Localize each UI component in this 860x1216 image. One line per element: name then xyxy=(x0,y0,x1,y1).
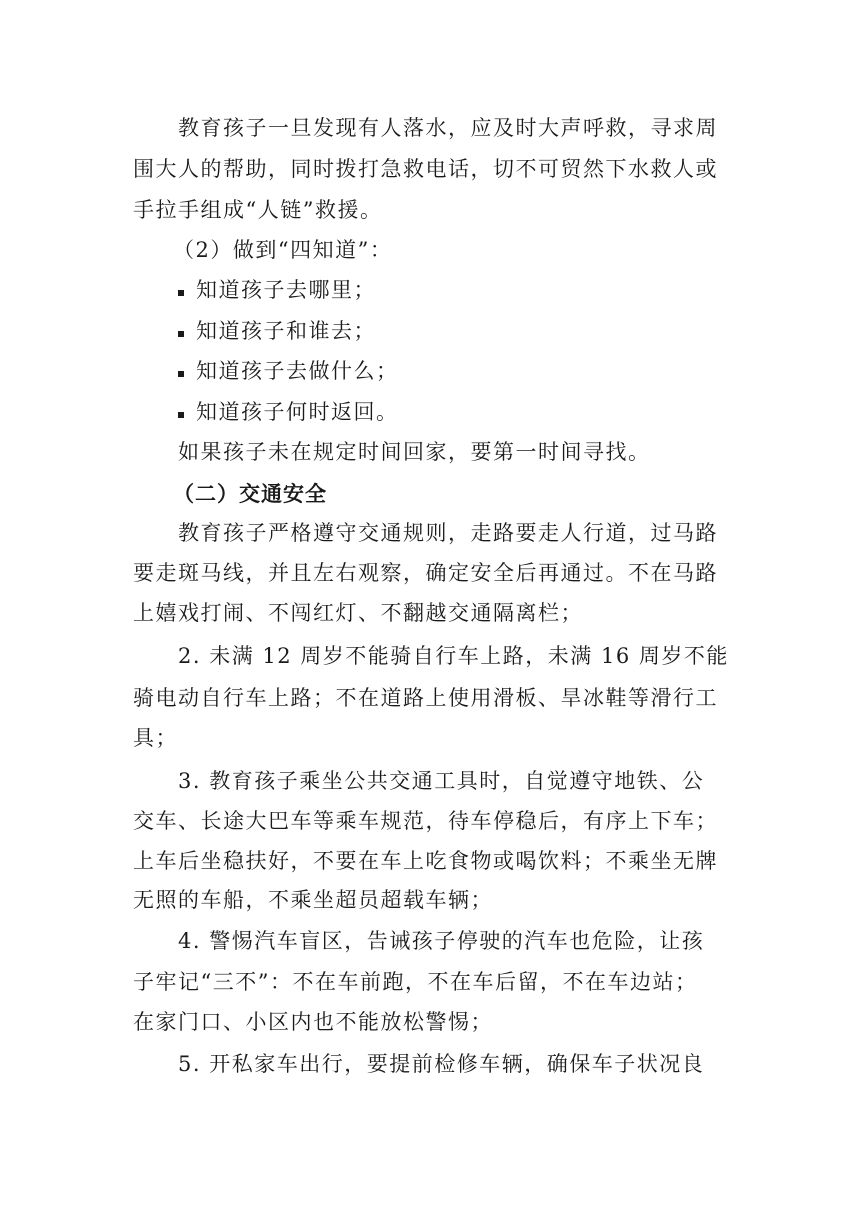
paragraph-line: 5. 开私家车出行，要提前检修车辆，确保车子状况良 xyxy=(178,1052,705,1076)
list-item: 知道孩子和谁去； xyxy=(196,319,376,343)
bullet-icon xyxy=(178,331,184,337)
paragraph-line: 上嬉戏打闹、不闯红灯、不翻越交通隔离栏； xyxy=(133,601,583,625)
bullet-icon xyxy=(178,371,184,377)
paragraph-line: 教育孩子严格遵守交通规则，走路要走人行道，过马路 xyxy=(178,521,718,545)
paragraph-line: 子牢记“三不”：不在车前跑，不在车后留，不在车边站； xyxy=(133,970,698,994)
paragraph-line: 教育孩子一旦发现有人落水，应及时大声呼救，寻求周 xyxy=(178,116,718,140)
paragraph-line: 交车、长途大巴车等乘车规范，待车停稳后，有序上下车； xyxy=(133,809,718,833)
bullet-icon xyxy=(178,290,184,296)
subsection-title: （2）做到“四知道”： xyxy=(173,238,393,262)
paragraph-line: 围大人的帮助，同时拨打急救电话，切不可贸然下水救人或 xyxy=(133,157,718,181)
list-item: 知道孩子去做什么； xyxy=(196,359,399,383)
list-item: 知道孩子何时返回。 xyxy=(196,400,399,424)
bullet-icon xyxy=(178,412,184,418)
paragraph-line: 在家门口、小区内也不能放松警惕； xyxy=(133,1010,493,1034)
paragraph-line: 4. 警惕汽车盲区，告诫孩子停驶的汽车也危险，让孩 xyxy=(178,929,705,953)
paragraph-line: 具； xyxy=(133,726,178,750)
paragraph-line: 3. 教育孩子乘坐公共交通工具时，自觉遵守地铁、公 xyxy=(178,769,705,793)
paragraph-line: 手拉手组成“人链”救援。 xyxy=(133,198,383,222)
paragraph-line: 要走斑马线，并且左右观察，确定安全后再通过。不在马路 xyxy=(133,561,718,585)
paragraph-line: 上车后坐稳扶好，不要在车上吃食物或喝饮料；不乘坐无牌 xyxy=(133,849,718,873)
paragraph-line: 骑电动自行车上路；不在道路上使用滑板、旱冰鞋等滑行工 xyxy=(133,686,718,710)
paragraph-line: 如果孩子未在规定时间回家，要第一时间寻找。 xyxy=(178,440,651,464)
paragraph-line: 无照的车船，不乘坐超员超载车辆； xyxy=(133,888,493,912)
list-item: 知道孩子去哪里； xyxy=(196,278,376,302)
paragraph-line: 2. 未满 12 周岁不能骑自行车上路，未满 16 周岁不能 xyxy=(178,644,729,668)
section-heading: （二）交通安全 xyxy=(173,482,327,506)
